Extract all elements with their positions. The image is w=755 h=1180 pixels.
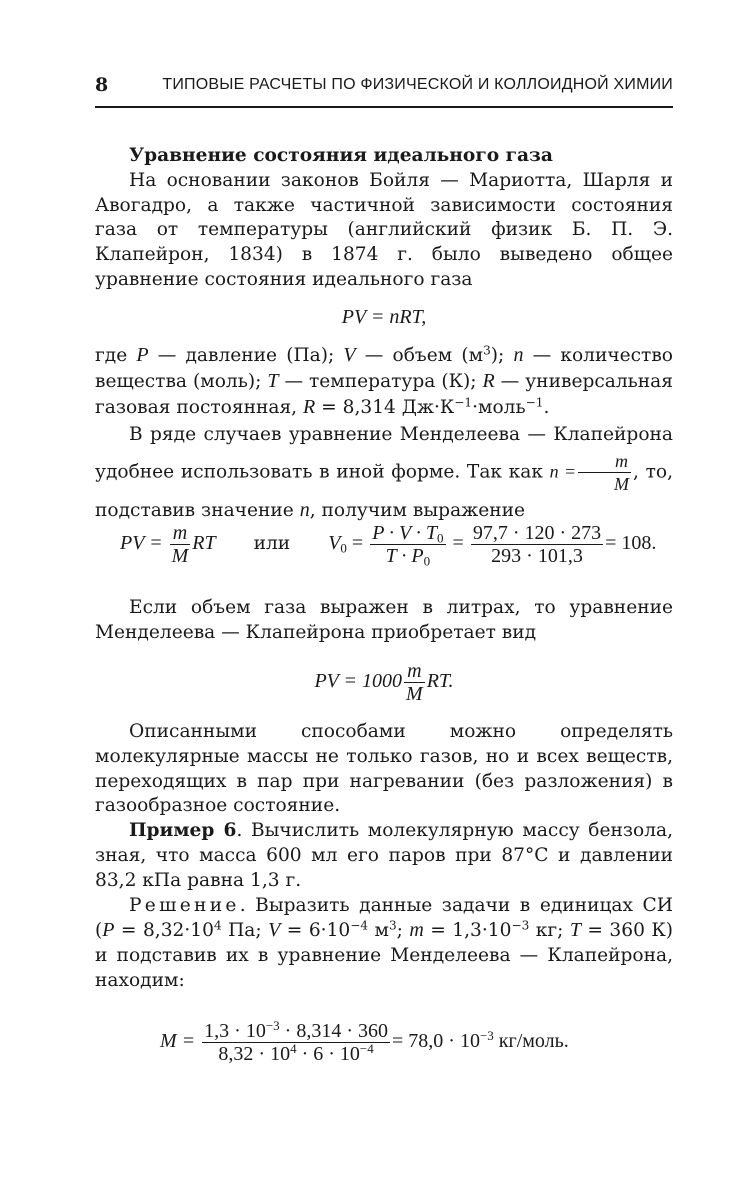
fraction-m-M: $\frac{m}{M}$	[171, 522, 189, 567]
equation-pv-1000: PV = 1000 $\frac{m}{M}$ RT.	[314, 660, 454, 705]
paragraph-liters	[95, 596, 673, 646]
intro-block	[95, 144, 673, 293]
paragraph-ideal-gas: На основании законов Бойля — Мариотта, Шарля и Авогадро, а также частичной зависимости состояния газа от температуры (английский физик Б. П. Э. Клапейрон, 1834) в 1874 г. было выведено общее уравнение состояния идеального газа	[95, 169, 673, 290]
paragraph-methods: Описанными способами можно определять молекулярные массы не только газов, но и всех веществ, переходящих в пар при нагревании (без разложения) в газообразное состояние.	[95, 721, 673, 817]
fraction-m-M-2: $\frac{m}{M}$	[406, 660, 423, 705]
fraction-numeric: $\frac{97,7 \cdot 120 \cdot 273}{293 \cdot 101,3}$	[472, 522, 602, 567]
running-title: ТИПОВЫЕ РАСЧЕТЫ ПО ФИЗИЧЕСКОЙ И КОЛЛОИДНОЙ ХИМИИ	[162, 76, 673, 93]
fraction-m-over-M: $\frac{m}{M}$	[578, 450, 631, 495]
or-word: или	[253, 533, 291, 555]
liters-text: Если объем газа выражен в литрах, то уравнение Менделеева — Клапейрона приобретает вид	[95, 597, 673, 643]
equation-pv-nrt	[95, 306, 673, 329]
section-title: Уравнение состояния идеального газа	[129, 145, 553, 166]
equation-molar-mass: M = $\frac{1,3 \cdot 10^{-3} \cdot 8,314 \cdot 360}{8,32 \cdot 10^4 \cdot 6 \cdot 10^{-4}}$ = $78,0 \cdot 10^{-3}$ кг/моль.	[160, 1017, 569, 1065]
header-rule	[95, 106, 673, 108]
body-block-2	[95, 720, 673, 994]
paragraph-solution: Решение. Выразить данные задачи в единицах СИ ($P = 8,32\cdot 10^4$ Па; $V = 6\cdot 10^{-4}$ $м^3$; $m = 1,3\cdot 10^{-3}$ кг; T = 360 К) и подставив их в уравнение Менделеева — Клапейрона, находим:	[95, 894, 674, 991]
fraction-pvt-tp: $\frac{P \cdot V \cdot T_0}{T \cdot P_0}$	[372, 522, 444, 569]
paragraph-example-6: Пример 6. Вычислить молекулярную массу бензола, зная, что масса 600 мл его паров при 87°С и давлении 83,2 кПа равна 1,3 г.	[95, 820, 674, 891]
paragraph-variables	[95, 343, 673, 420]
equation-v0: PV = $\frac{m}{M}$ RT или $V_0$ = $\frac{P \cdot V \cdot T_0}{T \cdot P_0}$ = $\frac{97,7 \cdot 120 \cdot 273}{293 \cdot 101,3}$ = 108.	[120, 522, 657, 569]
equation-text: PV = nRT,	[341, 306, 427, 328]
page-number: 8	[95, 74, 109, 96]
other-form-text: В ряде случаев уравнение Менделеева — Клапейрона удобнее использовать в иной форме. Так как n = $\frac{m}{M}$ , то, подставив значение n, получим выражение	[95, 424, 673, 521]
page-header	[95, 74, 673, 100]
paragraph-other-form	[95, 420, 673, 526]
fraction-molar-mass: $\frac{1,3 \cdot 10^{-3} \cdot 8,314 \cdot 360}{8,32 \cdot 10^4 \cdot 6 \cdot 10^{-4}}$	[204, 1017, 388, 1065]
variables-definition: где P — давление (Па); V — объем $(м^3)$; n — количество вещества (моль); T — температура (К); R — универсальная газовая постоянная, R = 8,314 $Дж\cdot К^{-1}\cdot моль^{-1}$.	[95, 343, 673, 418]
